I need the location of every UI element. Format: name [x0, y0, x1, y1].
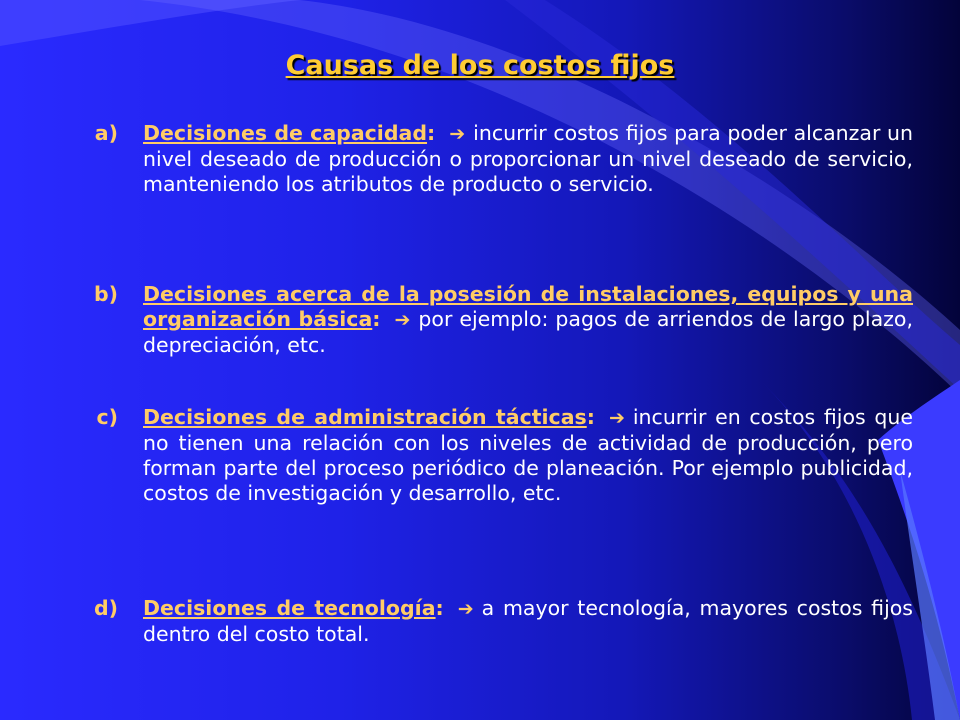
- arrow-right-icon: ➔: [608, 407, 625, 429]
- slide-title: Causas de los costos fijos: [285, 50, 675, 81]
- item-text: a mayor tecnología, mayores costos fijos dentro del costo total.: [143, 596, 913, 646]
- item-letter: a): [94, 121, 118, 145]
- item-letter: d): [93, 596, 118, 620]
- arrow-right-icon: ➔: [394, 309, 411, 331]
- list-item-d: [70, 596, 913, 647]
- list-item-a: [70, 121, 913, 197]
- item-colon: :: [435, 596, 444, 620]
- item-body: [143, 405, 913, 506]
- item-colon: :: [372, 307, 381, 331]
- item-text: incurrir en costos fijos que no tienen una relación con los niveles de actividad de producción, pero forman parte del proceso periódico de planeación. Por ejemplo publicidad, costos de investigación y desarrollo, etc.: [143, 405, 913, 505]
- item-body: [143, 121, 913, 197]
- arrow-right-icon: ➔: [457, 598, 474, 620]
- item-letter: b): [93, 282, 118, 306]
- item-body: [143, 596, 913, 647]
- item-colon: :: [586, 405, 595, 429]
- item-heading: Decisiones de capacidad: [143, 121, 428, 145]
- item-colon: :: [427, 121, 436, 145]
- list-item-c: [70, 405, 913, 506]
- list-item-b: [70, 282, 913, 358]
- arrow-right-icon: ➔: [449, 123, 466, 145]
- item-heading: Decisiones de administración tácticas: [143, 405, 587, 429]
- item-heading: Decisiones de tecnología: [143, 596, 436, 620]
- item-text: por ejemplo: pagos de arriendos de largo plazo, depreciación, etc.: [143, 307, 913, 357]
- item-body: [143, 282, 913, 358]
- item-text: incurrir costos fijos para poder alcanzar un nivel deseado de producción o proporcionar un nivel deseado de servicio, manteniendo los atributos de producto o servicio.: [143, 121, 914, 196]
- item-heading: Decisiones acerca de la posesión de instalaciones, equipos y una organización básica: [143, 282, 913, 331]
- item-letter: c): [96, 405, 118, 429]
